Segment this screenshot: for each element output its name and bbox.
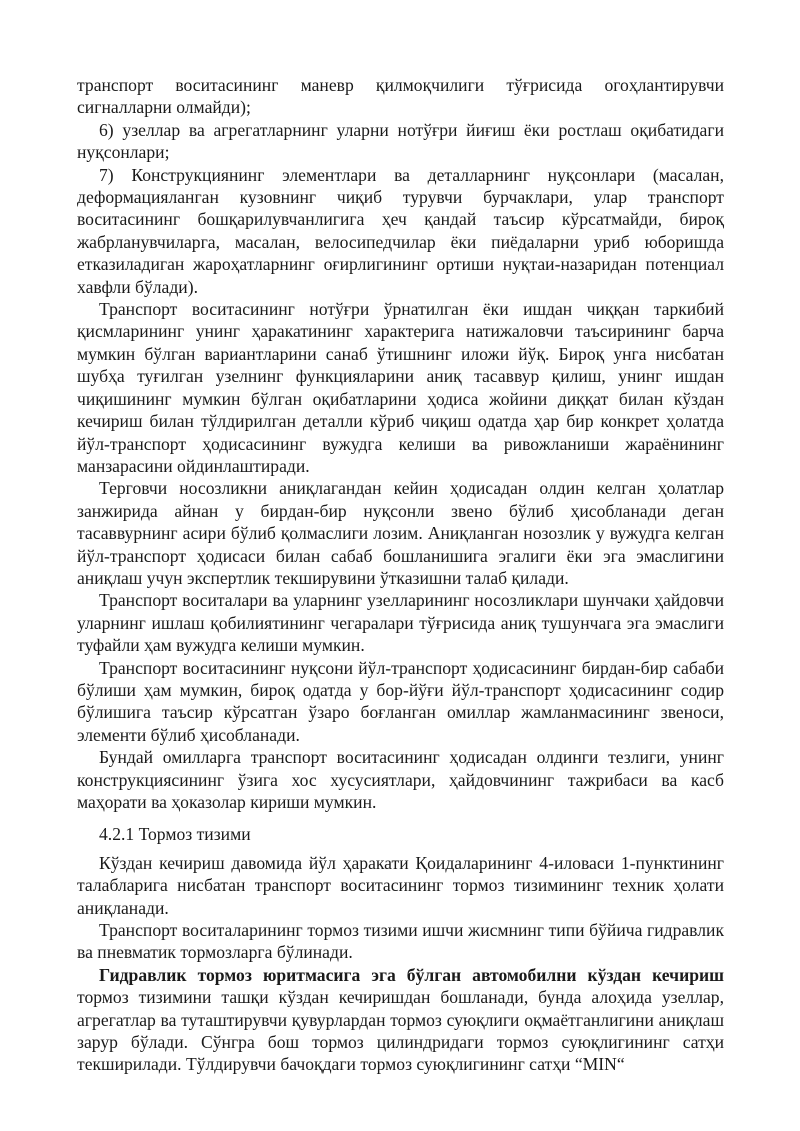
paragraph-2 xyxy=(77,119,724,164)
paragraph-11-text: тормоз тизимини ташқи кўздан кечиришдан бошланади, бунда алоҳида узеллар, агрегатлар ва туташтирувчи қувурлардан тормоз суюқлиги оқмаётганлигини аниқлаш зарур бўлади. Сўнгра бош тормоз цилиндридаги тормоз суюқлигининг сатҳи текширилади. Тўлдирувчи бачоқдаги тормоз суюқлигининг сатҳи “MIN“ xyxy=(77,987,724,1075)
paragraph-10 xyxy=(77,919,724,964)
paragraph-3-text: 7) Конструкциянинг элементлари ва деталларнинг нуқсонлари (масалан, деформацияланган кузовнинг чиқиб турувчи бурчаклари, улар транспорт воситасининг бошқарилувчанлигига ҳеч қандай таъсир кўрсатмайди, бироқ жабрланувчиларга, масалан, велосипедчилар ёки пиёдаларни уриб юборишда етказиладиган жароҳатларнинг оғирлигининг ортиши нуқтаи-назаридан потенциал хавфли бўлади). xyxy=(77,164,724,297)
paragraph-9 xyxy=(77,852,724,919)
paragraph-5 xyxy=(77,477,724,589)
paragraph-3 xyxy=(77,164,724,298)
paragraph-5-text: Терговчи носозликни аниқлагандан кейин ҳодисадан олдин келган ҳолатлар занжирида айнан у бирдан-бир нуқсонли звено бўлиб ҳисобланади деган тасаввурнинг асири бўлиб қолмаслиги лозим. Аниқланган нозозлик у вужудга келган йўл-транспорт ҳодисаси билан сабаб бошланишига эгалиги ёки эга эмаслигини аниқлаш учун экспертлик текширувини ўтказишни талаб қилади. xyxy=(77,478,724,588)
section-heading: 4.2.1 Тормоз тизими xyxy=(99,824,251,845)
paragraph-6-text: Транспорт воситалари ва уларнинг узелларининг носозликлари шунчаки ҳайдовчи уларнинг ишлаш қобилиятининг чегаралари тўғрисида аниқ тушунчага эга эмаслиги туфайли ҳам вужудга келиши мумкин. xyxy=(77,590,724,656)
paragraph-9-text: Кўздан кечириш давомида йўл ҳаракати Қоидаларининг 4-иловаси 1-пунктининг талабларига нисбатан транспорт воситасининг тормоз тизимининг техник ҳолати аниқланади. xyxy=(77,852,724,918)
paragraph-11-lead: Гидравлик тормоз юритмасига эга бўлган автомобилни кўздан кечириш xyxy=(99,964,724,985)
paragraph-4 xyxy=(77,298,724,477)
paragraph-4-text: Транспорт воситасининг нотўғри ўрнатилган ёки ишдан чиққан таркибий қисмларининг унинг ҳаракатининг характерига натижаловчи таъсирининг барча мумкин бўлган вариантларини санаб ўтишнинг иложи йўқ. Бироқ унга нисбатан шубҳа туғилган узелнинг функцияларини аниқ тасаввур қилиш, унинг ишдан чиқишининг мумкин бўлган оқибатларини ҳодиса жойини диққат билан кўздан кечириш билан тўлдирилган деталли кўриб чиқиш одатда ҳар бир конкрет ҳолатда йўл-транспорт ҳодисасининг вужудга келиши ва ривожланиши жараёнининг манзарасини ойдинлаштиради. xyxy=(77,299,724,476)
document-page xyxy=(77,74,724,1076)
paragraph-11 xyxy=(77,964,724,1076)
paragraph-7-text: Транспорт воситасининг нуқсони йўл-транспорт ҳодисасининг бирдан-бир сабаби бўлиши ҳам мумкин, бироқ одатда у бор-йўғи йўл-транспорт ҳодисасининг содир бўлишига таъсир кўрсатган ўзаро боғланган омиллар жамланмасининг звеноси, элементи бўлиб ҳисобланади. xyxy=(77,657,724,745)
paragraph-8-text: Бундай омилларга транспорт воситасининг ҳодисадан олдинги тезлиги, унинг конструкциясининг ўзига хос хусусиятлари, ҳайдовчининг тажрибаси ва касб маҳорати ва ҳоказолар кириши мумкин. xyxy=(77,747,724,812)
paragraph-6 xyxy=(77,589,724,656)
paragraph-2-text: 6) узеллар ва агрегатларнинг уларни нотўғри йиғиш ёки ростлаш оқибатидаги нуқсонлари; xyxy=(77,119,724,163)
paragraph-1-text: транспорт воситасининг маневр қилмоқчилиги тўғрисида огоҳлантирувчи сигналларни олмайди); xyxy=(77,75,724,118)
paragraph-7 xyxy=(77,657,724,747)
paragraph-10-text: Транспорт воситаларининг тормоз тизими ишчи жисмнинг типи бўйича гидравлик ва пневматик тормозларга бўлинади. xyxy=(77,920,724,963)
paragraph-1 xyxy=(77,74,724,119)
paragraph-8 xyxy=(77,746,724,813)
